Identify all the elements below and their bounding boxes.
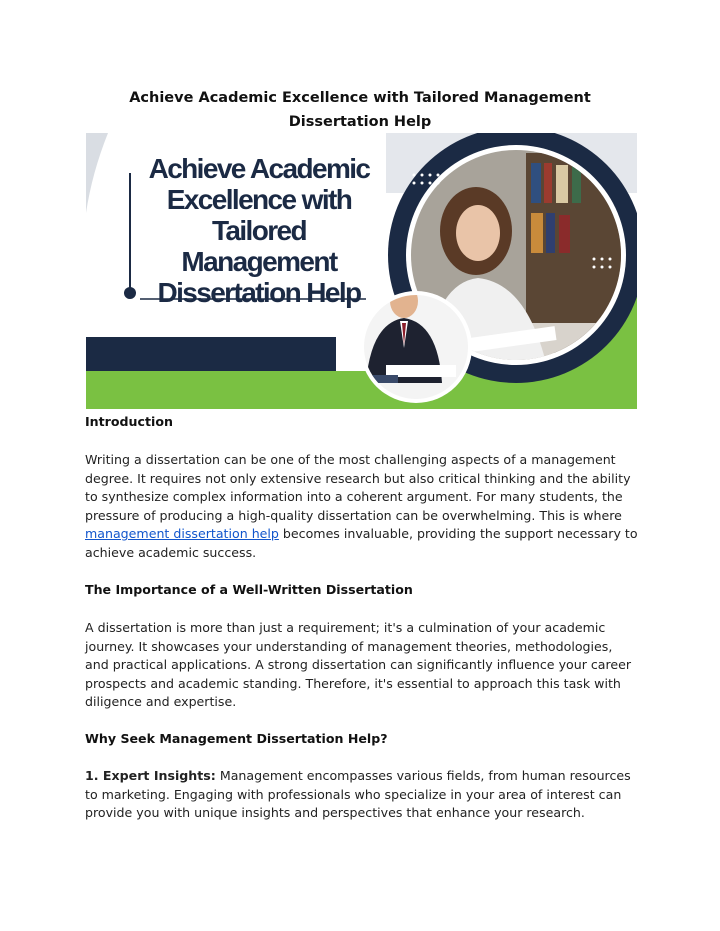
page-title: Achieve Academic Excellence with Tailored Management Dissertation Help [129, 90, 591, 130]
why-seek-heading: Why Seek Management Dissertation Help? [85, 731, 388, 746]
banner-heading: Achieve Academic Excellence with Tailored Management Dissertation Help [148, 153, 370, 308]
introduction-heading: Introduction [85, 414, 173, 429]
hero-banner-image [86, 133, 637, 409]
introduction-text-end: becomes invaluable, providing the support necessary to achieve academic success. [85, 526, 638, 560]
importance-heading: The Importance of a Well-Written Dissertation [85, 582, 413, 597]
importance-paragraph: A dissertation is more than just a requirement; it's a culmination of your academic journey. It showcases your understanding of management theories, methodologies, and practical applications. A strong dissertation can significantly influence your career prospects and academic standing. Therefore, it's essential to approach this task with diligence and expertise. [85, 620, 632, 710]
introduction-paragraph [85, 451, 640, 563]
introduction-text: Writing a dissertation can be one of the most challenging aspects of a management degree. It requires not only extensive research but also critical thinking and the ability to synthesize complex information into a coherent argument. For many students, the pressure of producing a high-quality dissertation can be overwhelming. This is where [85, 452, 631, 523]
management-dissertation-help-link[interactable]: management dissertation help [85, 526, 279, 542]
expert-insights-text: Management encompasses various fields, from human resources to marketing. Engaging with professionals who specialize in your area of interest can provide you with unique insights and perspectives that enhance your research. [85, 768, 631, 821]
navy-bar-shape [86, 337, 336, 371]
expert-insights-label: 1. Expert Insights: [85, 768, 216, 783]
expert-insights-paragraph [85, 767, 640, 823]
